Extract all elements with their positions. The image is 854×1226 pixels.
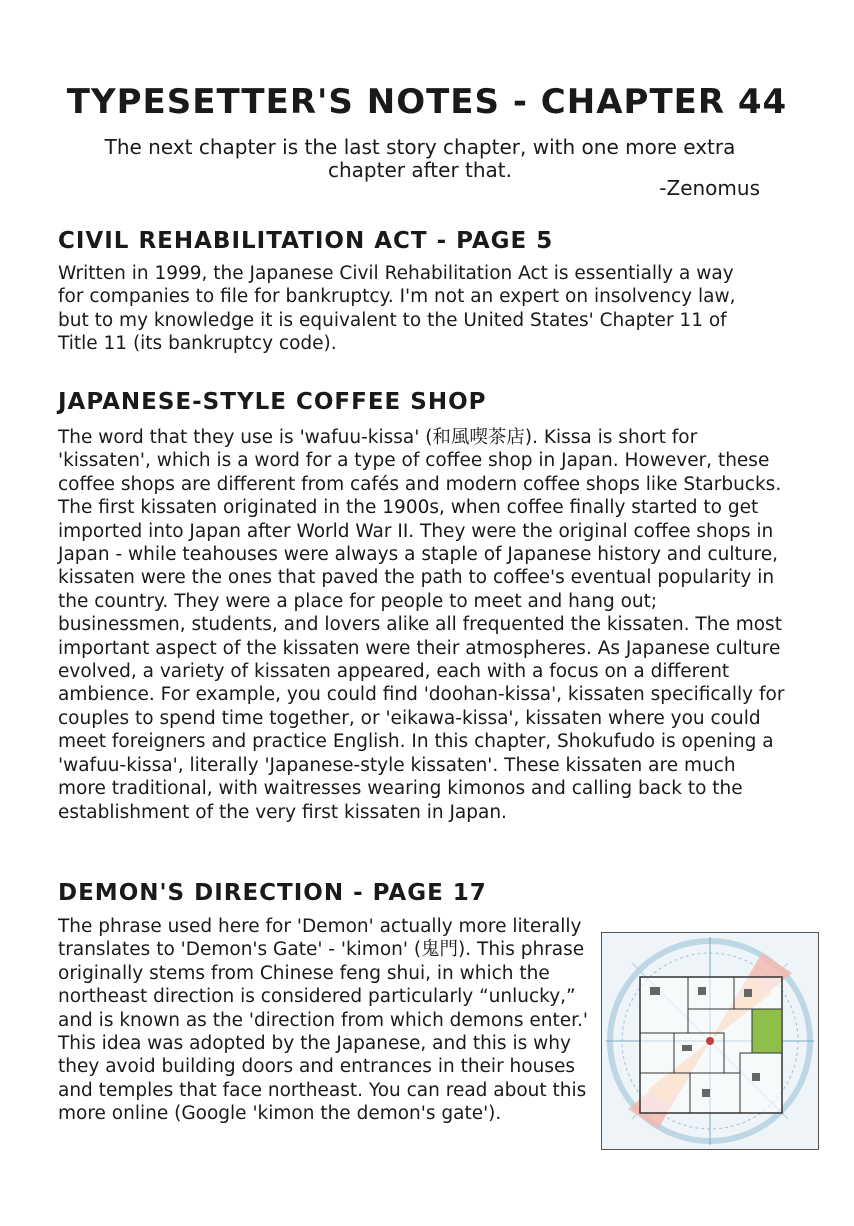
section-heading-civil-rehabilitation: CIVIL REHABILITATION ACT - PAGE 5 <box>58 228 554 254</box>
intro-text: The next chapter is the last story chapter, with one more extra chapter after that. <box>104 135 736 182</box>
section-body-civil-rehabilitation: Written in 1999, the Japanese Civil Rehabilitation Act is essentially a way for companies to file for bankruptcy. I'm not an expert on insolvency law, but to my knowledge it is equivalent to the United States' Chapter 11 of Title 11 (its bankruptcy code). <box>58 263 736 355</box>
section-heading-coffee-shop: JAPANESE-STYLE COFFEE SHOP <box>58 389 487 415</box>
section-body-coffee-shop: The word that they use is 'wafuu-kissa' (和風喫茶店). Kissa is short for 'kissaten', which is a word for a type of coffee shop in Japan. However, these coffee shops are different from cafés and modern coffee shops like Starbucks. The first kissaten originated in the 1900s, when coffee finally started to get imported into Japan after World War II. They were the original coffee shops in Japan - while teahouses were always a staple of Japanese history and culture, kissaten were the ones that paved the path to coffee's eventual popularity in the country. They were a place for people to meet and hang out; businessmen, students, and lovers alike all frequented the kissaten. The most important aspect of the kissaten were their atmospheres. As Japanese culture evolved, a variety of kissaten appeared, each with a focus on a different ambience. For example, you could find 'doohan-kissa', kissaten specifically for couples to spend time together, or 'eikawa-kissa', kissaten where you could meet foreigners and practice English. In this chapter, Shokufudo is opening a 'wafuu-kissa', literally 'Japanese-style kissaten'. These kissaten are much more traditional, with waitresses wearing kimonos and calling back to the establishment of the very first kissaten in Japan. <box>58 427 785 823</box>
house-floorplan-compass-diagram-icon <box>601 932 819 1150</box>
author-signature: -Zenomus <box>659 176 760 200</box>
section-heading-demons-direction: DEMON'S DIRECTION - PAGE 17 <box>58 880 487 906</box>
page-title: TYPESETTER'S NOTES - CHAPTER 44 <box>66 82 788 122</box>
section-body-demons-direction: The phrase used here for 'Demon' actually more literally translates to 'Demon's Gate' - 'kimon' (鬼門). This phrase originally stems from Chinese feng shui, in which the northeast direction is considered particularly “unlucky,” and is known as the 'direction from which demons enter.' This idea was adopted by the Japanese, and this is why they avoid building doors and entrances in their houses and temples that face northeast. You can read about this more online (Google 'kimon the demon's gate'). <box>58 916 589 1125</box>
